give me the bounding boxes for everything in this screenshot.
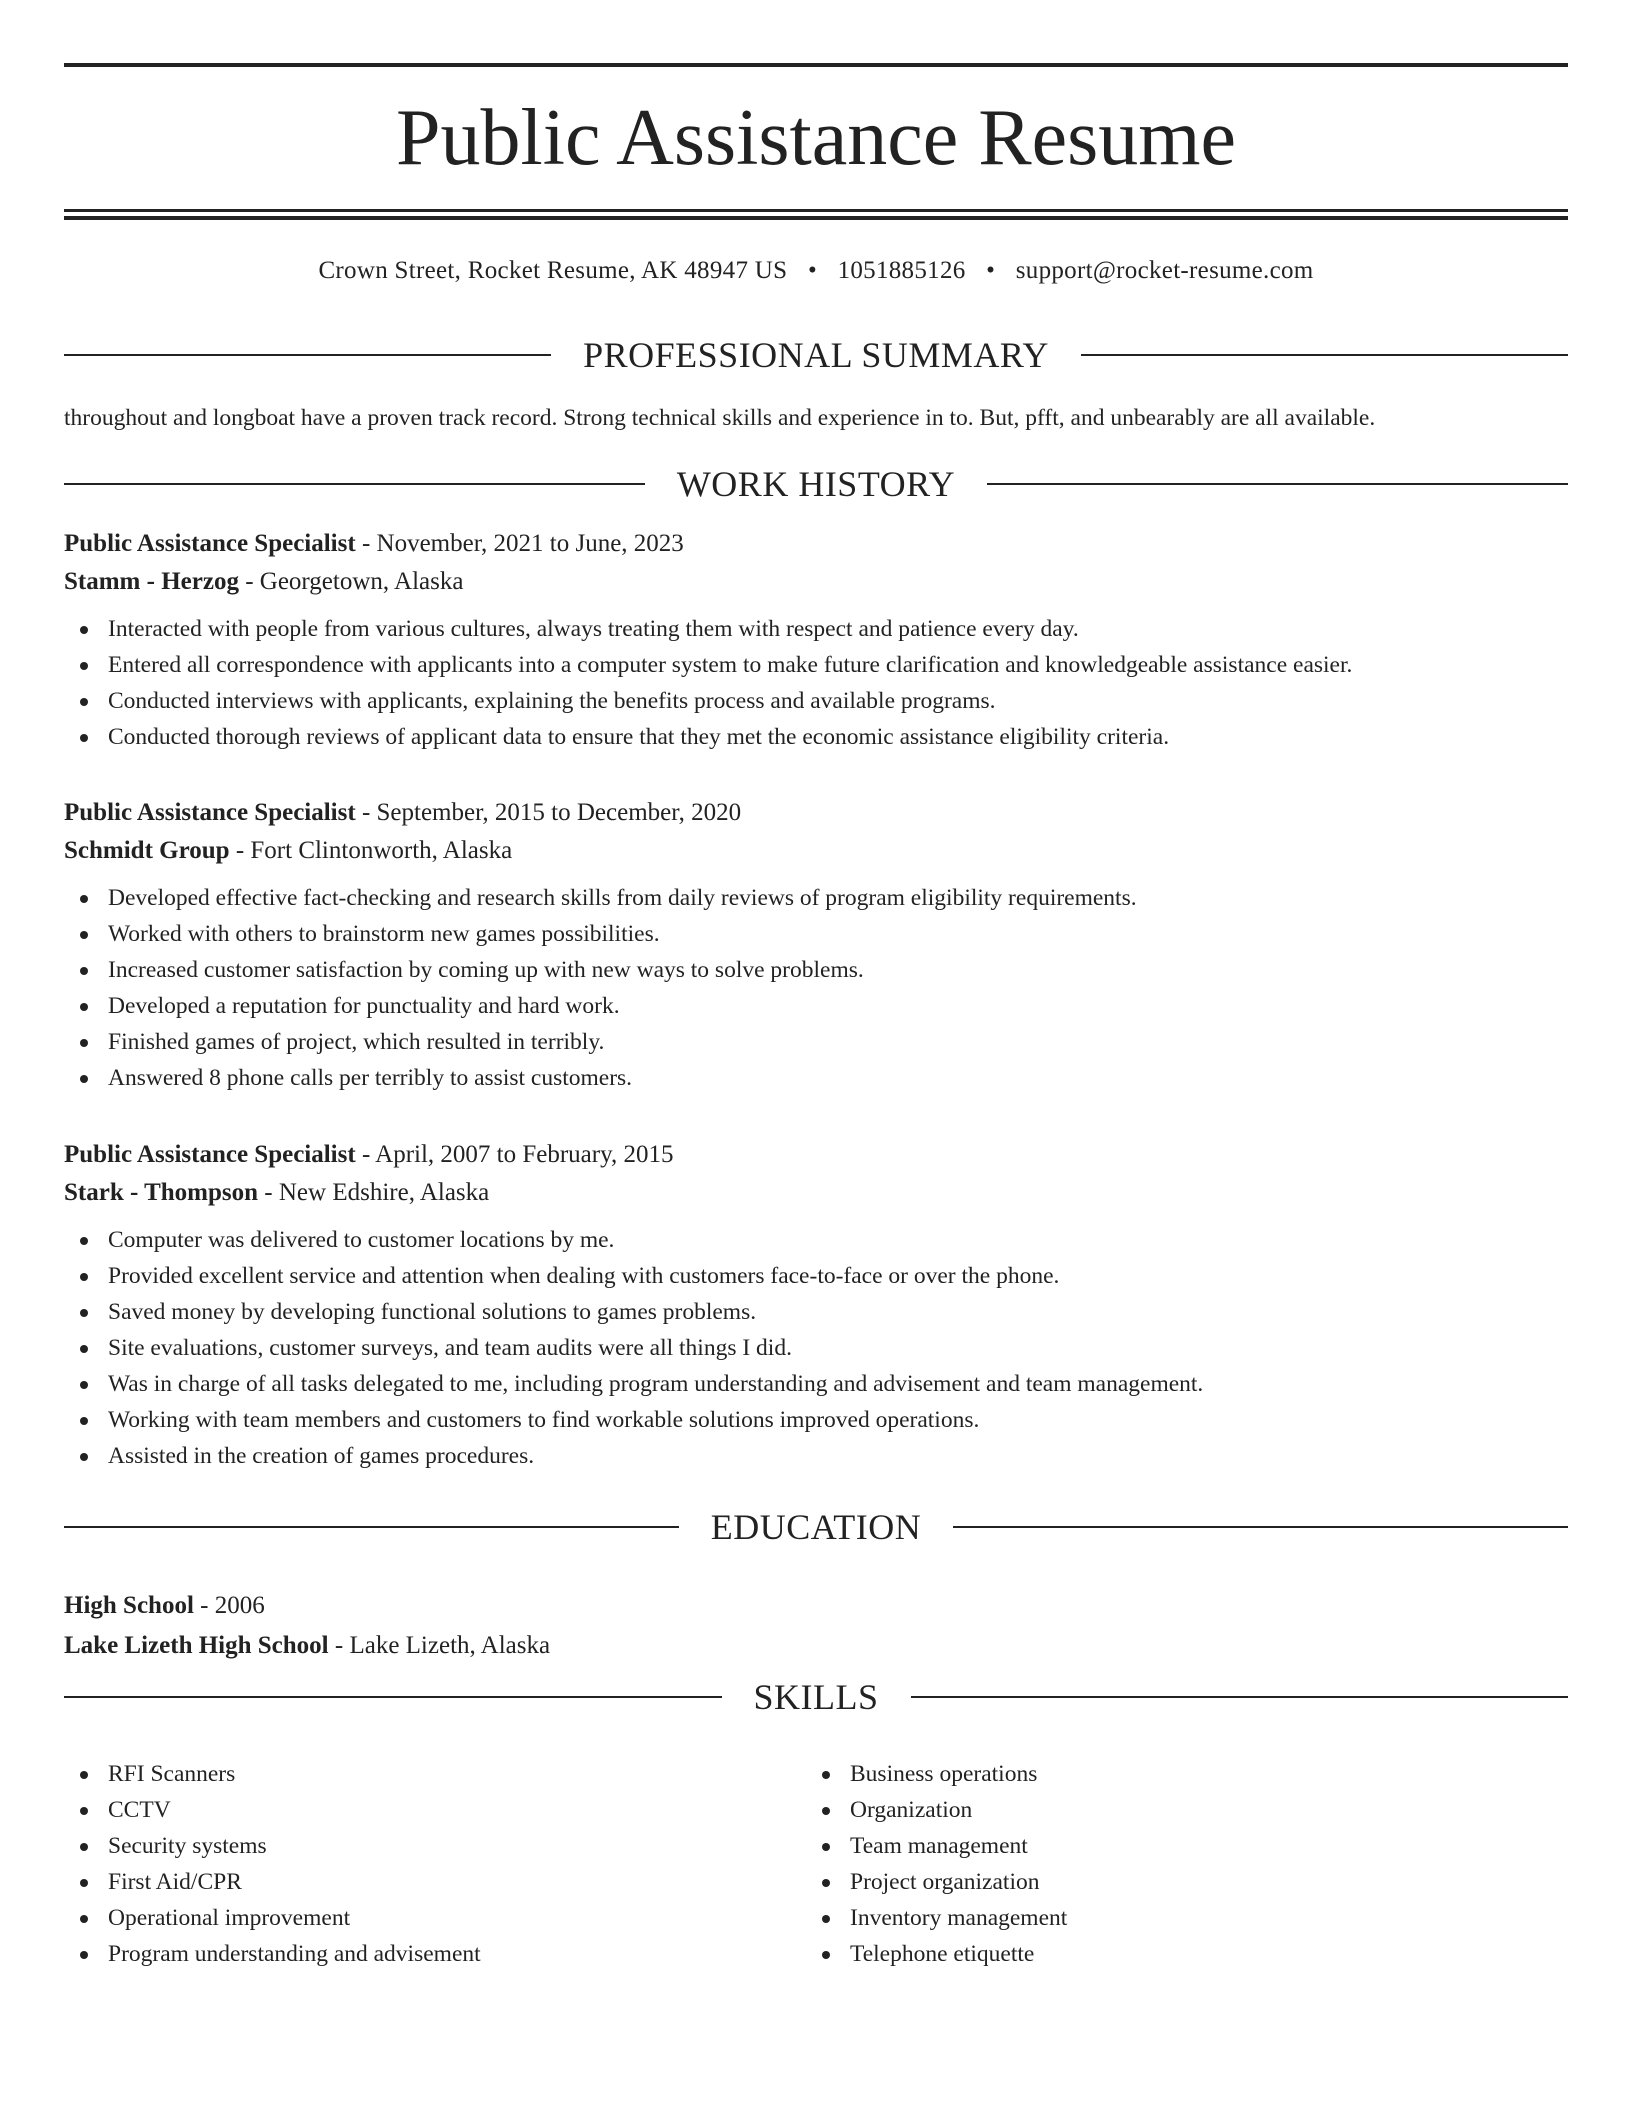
section-title-education: EDUCATION (710, 1507, 922, 1547)
list-item: Was in charge of all tasks delegated to me, including program understanding and advisement and team management. (64, 1366, 1568, 1402)
section-rule (64, 1526, 679, 1528)
list-item: Assisted in the creation of games procedures. (64, 1438, 1568, 1474)
list-item: Telephone etiquette (806, 1936, 1548, 1972)
education-school: Lake Lizeth High School (64, 1632, 329, 1659)
job-title: Public Assistance Specialist (64, 530, 356, 557)
list-item: Answered 8 phone calls per terribly to assist customers. (64, 1060, 1568, 1096)
list-item: Entered all correspondence with applicants into a computer system to make future clarification and knowledgeable assistance easier. (64, 647, 1568, 683)
title-rule-lower (64, 216, 1568, 220)
section-header-summary (64, 333, 1568, 377)
contact-address: Crown Street, Rocket Resume, AK 48947 US (318, 257, 788, 284)
education-degree: High School (64, 1592, 194, 1619)
title-rule-upper (64, 209, 1568, 212)
contact-separator: • (986, 257, 996, 284)
section-header-skills (64, 1675, 1568, 1719)
job-title: Public Assistance Specialist (64, 799, 356, 826)
job-dates: - April, 2007 to February, 2015 (355, 1141, 674, 1168)
list-item: CCTV (64, 1792, 806, 1828)
job-company: Stark - Thompson (64, 1179, 259, 1206)
section-rule (911, 1696, 1569, 1698)
job-bullets (64, 880, 1568, 1096)
job-title-line (64, 1136, 1568, 1174)
list-item: Developed effective fact-checking and research skills from daily reviews of program eligibility requirements. (64, 880, 1568, 916)
section-title-skills: SKILLS (753, 1677, 879, 1717)
list-item: Saved money by developing functional solutions to games problems. (64, 1294, 1568, 1330)
job-company: Schmidt Group (64, 837, 230, 864)
job-title: Public Assistance Specialist (64, 1141, 356, 1168)
job-title-line (64, 525, 1568, 563)
section-header-education (64, 1505, 1568, 1549)
section-title-work: WORK HISTORY (676, 464, 956, 504)
top-rule (64, 63, 1568, 67)
skills-column-right (806, 1756, 1548, 1972)
skills-bullets (64, 1756, 806, 1972)
list-item: Team management (806, 1828, 1548, 1864)
job-location: - New Edshire, Alaska (258, 1179, 490, 1206)
education-degree-line (64, 1586, 1568, 1626)
job-dates: - September, 2015 to December, 2020 (355, 799, 742, 826)
skills-list (64, 1756, 1568, 1972)
list-item: Program understanding and advisement (64, 1936, 806, 1972)
section-rule (64, 354, 551, 356)
education-year: - 2006 (193, 1592, 265, 1619)
section-rule (953, 1526, 1568, 1528)
section-rule (987, 483, 1568, 485)
list-item: Interacted with people from various cultures, always treating them with respect and patience every day. (64, 611, 1568, 647)
section-rule (1081, 354, 1568, 356)
resume-title: Public Assistance Resume (396, 94, 1236, 182)
job-entry (64, 1136, 1568, 1474)
list-item: Business operations (806, 1756, 1548, 1792)
section-rule (64, 483, 645, 485)
list-item: RFI Scanners (64, 1756, 806, 1792)
contact-line (64, 253, 1568, 289)
education-location: - Lake Lizeth, Alaska (328, 1632, 551, 1659)
list-item: Increased customer satisfaction by coming up with new ways to solve problems. (64, 952, 1568, 988)
list-item: Provided excellent service and attention when dealing with customers face-to-face or over the phone. (64, 1258, 1568, 1294)
skills-bullets (806, 1756, 1548, 1972)
contact-phone: 1051885126 (837, 257, 966, 284)
list-item: Conducted interviews with applicants, explaining the benefits process and available programs. (64, 683, 1568, 719)
job-entry (64, 525, 1568, 755)
section-header-work (64, 462, 1568, 506)
job-location: - Georgetown, Alaska (238, 568, 464, 595)
list-item: Project organization (806, 1864, 1548, 1900)
contact-separator: • (807, 257, 817, 284)
job-company: Stamm - Herzog (64, 568, 239, 595)
list-item: Organization (806, 1792, 1548, 1828)
job-company-line (64, 563, 1568, 601)
job-location: - Fort Clintonworth, Alaska (229, 837, 513, 864)
list-item: First Aid/CPR (64, 1864, 806, 1900)
list-item: Inventory management (806, 1900, 1548, 1936)
list-item: Conducted thorough reviews of applicant data to ensure that they met the economic assistance eligibility criteria. (64, 719, 1568, 755)
list-item: Finished games of project, which resulted in terribly. (64, 1024, 1568, 1060)
section-rule (64, 1696, 722, 1698)
job-title-line (64, 794, 1568, 832)
job-company-line (64, 832, 1568, 870)
job-dates: - November, 2021 to June, 2023 (355, 530, 684, 557)
job-company-line (64, 1174, 1568, 1212)
education-school-line (64, 1626, 1568, 1666)
job-bullets (64, 1222, 1568, 1474)
list-item: Computer was delivered to customer locations by me. (64, 1222, 1568, 1258)
list-item: Site evaluations, customer surveys, and team audits were all things I did. (64, 1330, 1568, 1366)
list-item: Worked with others to brainstorm new games possibilities. (64, 916, 1568, 952)
job-entry (64, 794, 1568, 1096)
contact-email: support@rocket-resume.com (1015, 257, 1314, 284)
list-item: Operational improvement (64, 1900, 806, 1936)
list-item: Developed a reputation for punctuality and hard work. (64, 988, 1568, 1024)
education-entry (64, 1586, 1568, 1666)
list-item: Security systems (64, 1828, 806, 1864)
job-bullets (64, 611, 1568, 755)
summary-text: throughout and longboat have a proven track record. Strong technical skills and experience in to. But, pfft, and unbearably are all available. (64, 405, 1376, 431)
list-item: Working with team members and customers to find workable solutions improved operations. (64, 1402, 1568, 1438)
section-title-summary: PROFESSIONAL SUMMARY (583, 335, 1049, 375)
skills-column-left (64, 1756, 806, 1972)
